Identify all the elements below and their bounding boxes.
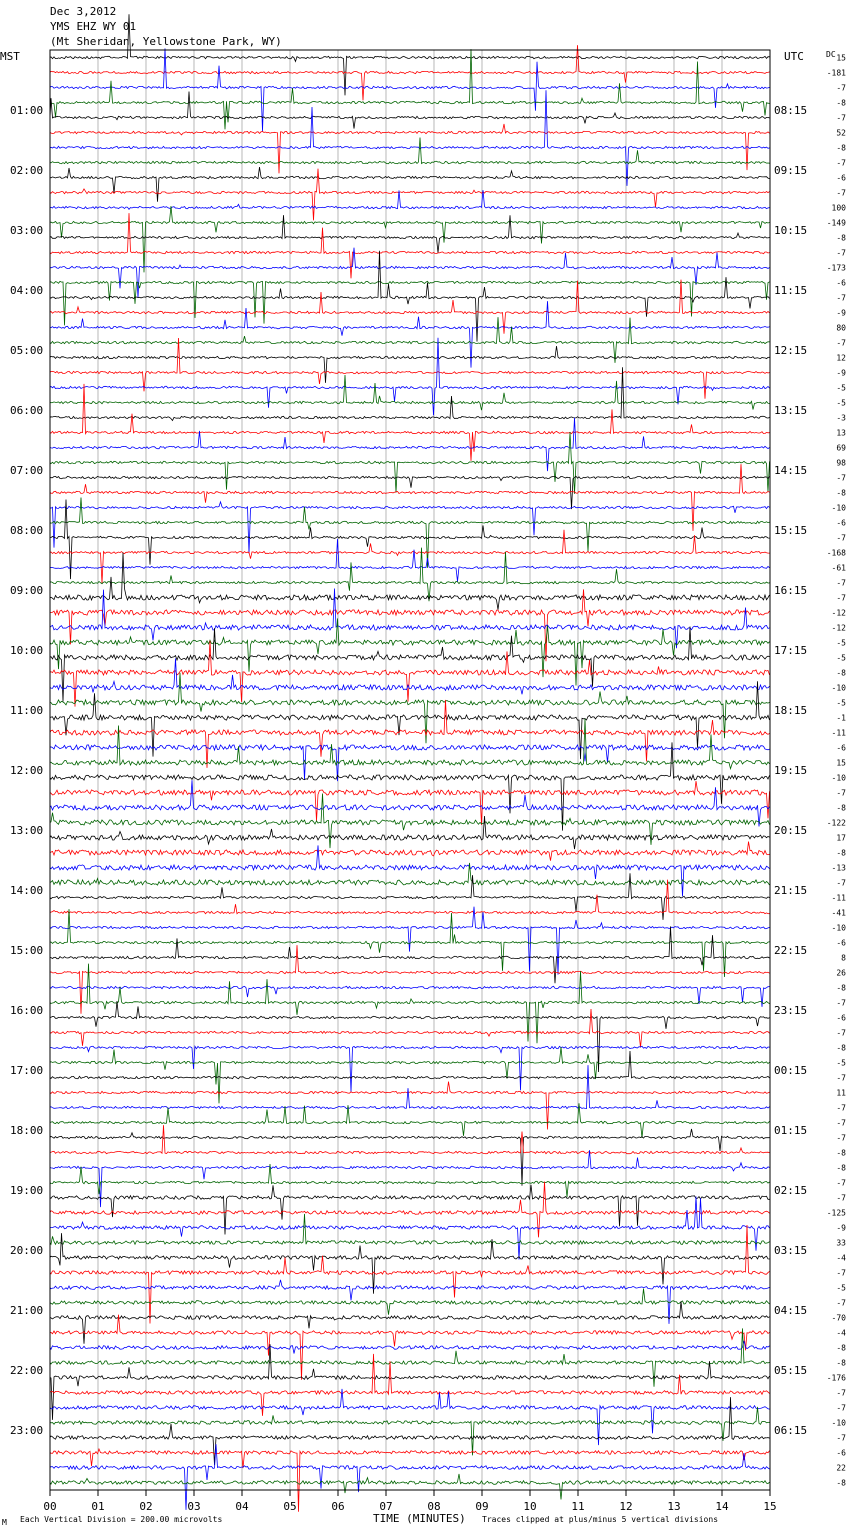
dc-offset-value: -7 xyxy=(836,788,846,798)
dc-offset-value: -7 xyxy=(836,533,846,543)
left-time-label: 01:00 xyxy=(10,104,44,117)
trace-line xyxy=(50,138,770,164)
dc-offset-value: -7 xyxy=(836,998,846,1008)
left-axis-title: MST xyxy=(0,50,20,63)
left-time-label: 23:00 xyxy=(10,1424,44,1437)
dc-offset-value: -7 xyxy=(836,113,846,123)
trace-line xyxy=(50,1103,770,1138)
x-tick-label: 11 xyxy=(571,1500,585,1513)
corner-mark: M xyxy=(2,1518,7,1527)
trace-line xyxy=(50,842,770,861)
trace-line xyxy=(50,742,770,830)
station-code: YMS EHZ WY 01 xyxy=(50,20,137,33)
trace-line xyxy=(50,1225,770,1324)
station-location: (Mt Sheridan, Yellowstone Park, WY) xyxy=(50,35,282,48)
dc-offset-value: -3 xyxy=(836,413,846,423)
dc-offset-value: -7 xyxy=(836,338,846,348)
left-time-label: 21:00 xyxy=(10,1304,44,1317)
dc-offset-value: -8 xyxy=(836,803,846,813)
dc-offset-value: -8 xyxy=(836,1358,846,1368)
trace-line xyxy=(50,589,770,661)
trace-line xyxy=(50,964,770,1043)
dc-offset-value: -8 xyxy=(836,1343,846,1353)
dc-offset-value: -8 xyxy=(836,668,846,678)
dc-offset-value: -61 xyxy=(831,563,846,573)
dc-offset-value: -8 xyxy=(836,1043,846,1053)
trace-line xyxy=(50,719,770,769)
dc-offset-value: -6 xyxy=(836,938,846,948)
dc-offset-value: -7 xyxy=(836,1103,846,1113)
trace-line xyxy=(50,281,770,325)
dc-offset-value: 80 xyxy=(836,323,846,333)
trace-line xyxy=(50,1046,770,1092)
right-time-label: 12:15 xyxy=(774,344,808,357)
trace-line xyxy=(50,1065,770,1109)
left-time-label: 09:00 xyxy=(10,584,44,597)
dc-offset-value: -6 xyxy=(836,518,846,528)
right-time-label: 04:15 xyxy=(774,1304,808,1317)
right-axis-title: UTC xyxy=(784,50,804,63)
dc-offset-value: 12 xyxy=(836,353,846,363)
trace-line xyxy=(50,780,770,826)
trace-line xyxy=(50,464,770,531)
x-tick-label: 03 xyxy=(187,1500,201,1513)
x-tick-label: 13 xyxy=(667,1500,681,1513)
dc-offsets xyxy=(827,54,846,1488)
dc-offset-value: -70 xyxy=(831,1313,846,1323)
right-time-label: 03:15 xyxy=(774,1244,808,1257)
dc-offset-value: -6 xyxy=(836,278,846,288)
left-time-label: 18:00 xyxy=(10,1124,44,1137)
right-time-label: 15:15 xyxy=(774,524,808,537)
dc-offset-value: -13 xyxy=(831,863,846,873)
right-time-label: 11:15 xyxy=(774,284,808,297)
dc-offset-value: -7 xyxy=(836,1388,846,1398)
x-tick-label: 08 xyxy=(427,1500,441,1513)
dc-label: DC xyxy=(826,50,836,59)
trace-line xyxy=(50,1449,770,1512)
x-tick-label: 10 xyxy=(523,1500,537,1513)
left-time-label: 04:00 xyxy=(10,284,44,297)
dc-offset-value: 69 xyxy=(836,443,846,453)
seismic-traces xyxy=(50,14,770,1511)
dc-offset-value: -8 xyxy=(836,1163,846,1173)
dc-offset-value: -7 xyxy=(836,593,846,603)
dc-offset-value: 15 xyxy=(836,53,846,63)
left-time-label: 03:00 xyxy=(10,224,44,237)
dc-offset-value: -181 xyxy=(826,68,846,78)
dc-offset-value: 33 xyxy=(836,1238,846,1248)
trace-line xyxy=(50,700,770,768)
trace-line xyxy=(50,14,770,95)
dc-offset-value: -9 xyxy=(836,368,846,378)
trace-line xyxy=(50,909,770,977)
right-time-label: 08:15 xyxy=(774,104,808,117)
trace-line xyxy=(50,1197,770,1260)
vertical-division-note: Each Vertical Division = 200.00 microvolts xyxy=(20,1515,223,1524)
clip-note: Traces clipped at plus/minus 5 vertical divisions xyxy=(482,1515,719,1524)
dc-offset-value: -7 xyxy=(836,188,846,198)
dc-offset-value: -4 xyxy=(836,1328,846,1338)
left-time-label: 13:00 xyxy=(10,824,44,837)
left-time-label: 11:00 xyxy=(10,704,44,717)
left-time-label: 19:00 xyxy=(10,1184,44,1197)
dc-offset-value: -11 xyxy=(831,728,846,738)
left-time-labels xyxy=(10,104,43,1437)
trace-line xyxy=(50,432,770,494)
trace-line xyxy=(50,338,770,399)
trace-line xyxy=(50,1474,770,1500)
dc-offset-value: -7 xyxy=(836,1118,846,1128)
trace-line xyxy=(50,1047,770,1103)
dc-offset-value: -6 xyxy=(836,1448,846,1458)
dc-offset-value: -12 xyxy=(831,608,846,618)
x-axis-ticks xyxy=(43,1490,776,1513)
dc-offset-value: -173 xyxy=(826,263,846,273)
trace-line xyxy=(50,367,770,420)
x-tick-label: 09 xyxy=(475,1500,489,1513)
trace-line xyxy=(50,48,770,131)
right-time-label: 10:15 xyxy=(774,224,808,237)
dc-offset-value: -10 xyxy=(831,503,846,513)
dc-offset-value: -7 xyxy=(836,293,846,303)
dc-offset-value: -5 xyxy=(836,638,846,648)
trace-line xyxy=(50,926,770,983)
right-time-label: 19:15 xyxy=(774,764,808,777)
left-time-label: 14:00 xyxy=(10,884,44,897)
dc-offset-value: -7 xyxy=(836,1028,846,1038)
dc-offset-value: -7 xyxy=(836,158,846,168)
trace-line xyxy=(50,548,770,602)
x-tick-label: 02 xyxy=(139,1500,153,1513)
dc-offset-value: -7 xyxy=(836,1178,846,1188)
dc-offset-value: -12 xyxy=(831,623,846,633)
dc-offset-value: -6 xyxy=(836,1013,846,1023)
left-time-label: 08:00 xyxy=(10,524,44,537)
dc-offset-value: -8 xyxy=(836,848,846,858)
dc-offset-value: -8 xyxy=(836,488,846,498)
dc-offset-value: -149 xyxy=(826,218,846,228)
right-time-label: 14:15 xyxy=(774,464,808,477)
trace-line xyxy=(50,907,770,975)
trace-line xyxy=(50,346,770,383)
left-time-label: 06:00 xyxy=(10,404,44,417)
x-tick-label: 14 xyxy=(715,1500,729,1513)
trace-line xyxy=(50,384,770,461)
left-time-label: 17:00 xyxy=(10,1064,44,1077)
dc-offset-value: -4 xyxy=(836,1253,846,1263)
left-time-label: 07:00 xyxy=(10,464,44,477)
trace-line xyxy=(50,1328,770,1386)
trace-line xyxy=(50,1051,770,1079)
trace-line xyxy=(50,167,770,202)
trace-line xyxy=(50,90,770,186)
x-tick-label: 12 xyxy=(619,1500,633,1513)
dc-offset-value: -10 xyxy=(831,1418,846,1428)
right-time-labels xyxy=(774,104,807,1437)
dc-offset-value: -8 xyxy=(836,98,846,108)
trace-line xyxy=(50,1407,770,1455)
dc-offset-value: -7 xyxy=(836,1193,846,1203)
trace-line xyxy=(50,1125,770,1154)
trace-line xyxy=(50,539,770,582)
dc-offset-value: -5 xyxy=(836,398,846,408)
trace-line xyxy=(50,280,770,334)
trace-line xyxy=(50,1233,770,1294)
dc-offset-value: -5 xyxy=(836,1283,846,1293)
x-tick-label: 00 xyxy=(43,1500,57,1513)
right-time-label: 20:15 xyxy=(774,824,808,837)
dc-offset-value: 17 xyxy=(836,833,846,843)
trace-line xyxy=(50,375,770,410)
dc-offset-value: 11 xyxy=(836,1088,846,1098)
dc-offset-value: -7 xyxy=(836,578,846,588)
x-tick-label: 01 xyxy=(91,1500,105,1513)
left-time-label: 22:00 xyxy=(10,1364,44,1377)
dc-offset-value: -8 xyxy=(836,983,846,993)
left-time-label: 12:00 xyxy=(10,764,44,777)
dc-offset-value: -7 xyxy=(836,1073,846,1083)
dc-offset-value: 100 xyxy=(831,203,846,213)
dc-offset-value: -7 xyxy=(836,1433,846,1443)
dc-offset-value: -1 xyxy=(836,713,846,723)
dc-offset-value: -10 xyxy=(831,683,846,693)
right-time-label: 06:15 xyxy=(774,1424,808,1437)
right-time-label: 21:15 xyxy=(774,884,808,897)
right-time-label: 02:15 xyxy=(774,1184,808,1197)
dc-offset-value: -7 xyxy=(836,1298,846,1308)
dc-offset-value: -5 xyxy=(836,698,846,708)
trace-line xyxy=(50,627,770,702)
right-time-label: 00:15 xyxy=(774,1064,808,1077)
dc-offset-value: -7 xyxy=(836,83,846,93)
right-time-label: 18:15 xyxy=(774,704,808,717)
trace-line xyxy=(50,206,770,272)
dc-offset-value: -7 xyxy=(836,1268,846,1278)
left-time-label: 10:00 xyxy=(10,644,44,657)
dc-offset-value: -122 xyxy=(826,818,846,828)
dc-offset-value: 13 xyxy=(836,428,846,438)
dc-offset-value: -6 xyxy=(836,173,846,183)
right-time-label: 17:15 xyxy=(774,644,808,657)
dc-offset-value: -8 xyxy=(836,233,846,243)
trace-line xyxy=(50,502,770,554)
dc-offset-value: -8 xyxy=(836,1478,846,1488)
trace-line xyxy=(50,1301,770,1343)
dc-offset-value: -11 xyxy=(831,893,846,903)
dc-offset-value: -5 xyxy=(836,1058,846,1068)
right-time-label: 01:15 xyxy=(774,1124,808,1137)
x-tick-label: 05 xyxy=(283,1500,297,1513)
dc-offset-value: -6 xyxy=(836,743,846,753)
dc-offset-value: -41 xyxy=(831,908,846,918)
left-time-label: 15:00 xyxy=(10,944,44,957)
dc-offset-value: 15 xyxy=(836,758,846,768)
dc-offset-value: -7 xyxy=(836,878,846,888)
trace-line xyxy=(50,317,770,363)
x-tick-label: 06 xyxy=(331,1500,345,1513)
dc-offset-value: 52 xyxy=(836,128,846,138)
trace-line xyxy=(50,1009,770,1047)
right-time-label: 13:15 xyxy=(774,404,808,417)
right-time-label: 22:15 xyxy=(774,944,808,957)
trace-line xyxy=(50,673,770,743)
dc-offset-value: -9 xyxy=(836,308,846,318)
dc-offset-value: 98 xyxy=(836,458,846,468)
trace-line xyxy=(50,1129,770,1186)
dc-offset-value: 8 xyxy=(841,953,846,963)
dc-offset-value: -9 xyxy=(836,1223,846,1233)
dc-offset-value: -7 xyxy=(836,1133,846,1143)
trace-line xyxy=(50,781,770,825)
trace-line xyxy=(50,498,770,568)
dc-offset-value: -5 xyxy=(836,653,846,663)
trace-line xyxy=(50,1001,770,1072)
trace-line xyxy=(50,641,770,707)
minute-gridlines xyxy=(98,50,722,1490)
dc-offset-value: -8 xyxy=(836,143,846,153)
dc-offset-value: -7 xyxy=(836,248,846,258)
left-time-label: 16:00 xyxy=(10,1004,44,1017)
dc-offset-value: -7 xyxy=(836,473,846,483)
dc-offset-value: -8 xyxy=(836,1148,846,1158)
trace-line xyxy=(50,92,770,129)
trace-line xyxy=(50,1214,770,1244)
trace-line xyxy=(50,248,770,298)
left-time-label: 20:00 xyxy=(10,1244,44,1257)
dc-offset-value: -10 xyxy=(831,923,846,933)
trace-line xyxy=(50,1397,770,1465)
dc-offset-value: -10 xyxy=(831,773,846,783)
dc-offset-value: -7 xyxy=(836,1403,846,1413)
left-time-label: 05:00 xyxy=(10,344,44,357)
x-tick-label: 04 xyxy=(235,1500,249,1513)
x-tick-label: 15 xyxy=(763,1500,777,1513)
trace-line xyxy=(50,1341,770,1354)
right-time-label: 05:15 xyxy=(774,1364,808,1377)
x-axis-label: TIME (MINUTES) xyxy=(373,1512,466,1525)
trace-line xyxy=(50,1289,770,1315)
trace-line xyxy=(50,215,770,253)
right-time-label: 23:15 xyxy=(774,1004,808,1017)
right-time-label: 09:15 xyxy=(774,164,808,177)
x-tick-label: 07 xyxy=(379,1500,393,1513)
dc-offset-value: -125 xyxy=(826,1208,846,1218)
dc-offset-value: -5 xyxy=(836,383,846,393)
dc-offset-value: -176 xyxy=(826,1373,846,1383)
left-time-label: 02:00 xyxy=(10,164,44,177)
dc-offset-value: -168 xyxy=(826,548,846,558)
trace-line xyxy=(50,45,770,100)
plot-date: Dec 3,2012 xyxy=(50,5,117,18)
trace-line xyxy=(50,1182,770,1238)
dc-offset-value: 22 xyxy=(836,1463,846,1473)
dc-offset-value: 26 xyxy=(836,968,846,978)
trace-line xyxy=(50,658,770,694)
right-time-label: 16:15 xyxy=(774,584,808,597)
